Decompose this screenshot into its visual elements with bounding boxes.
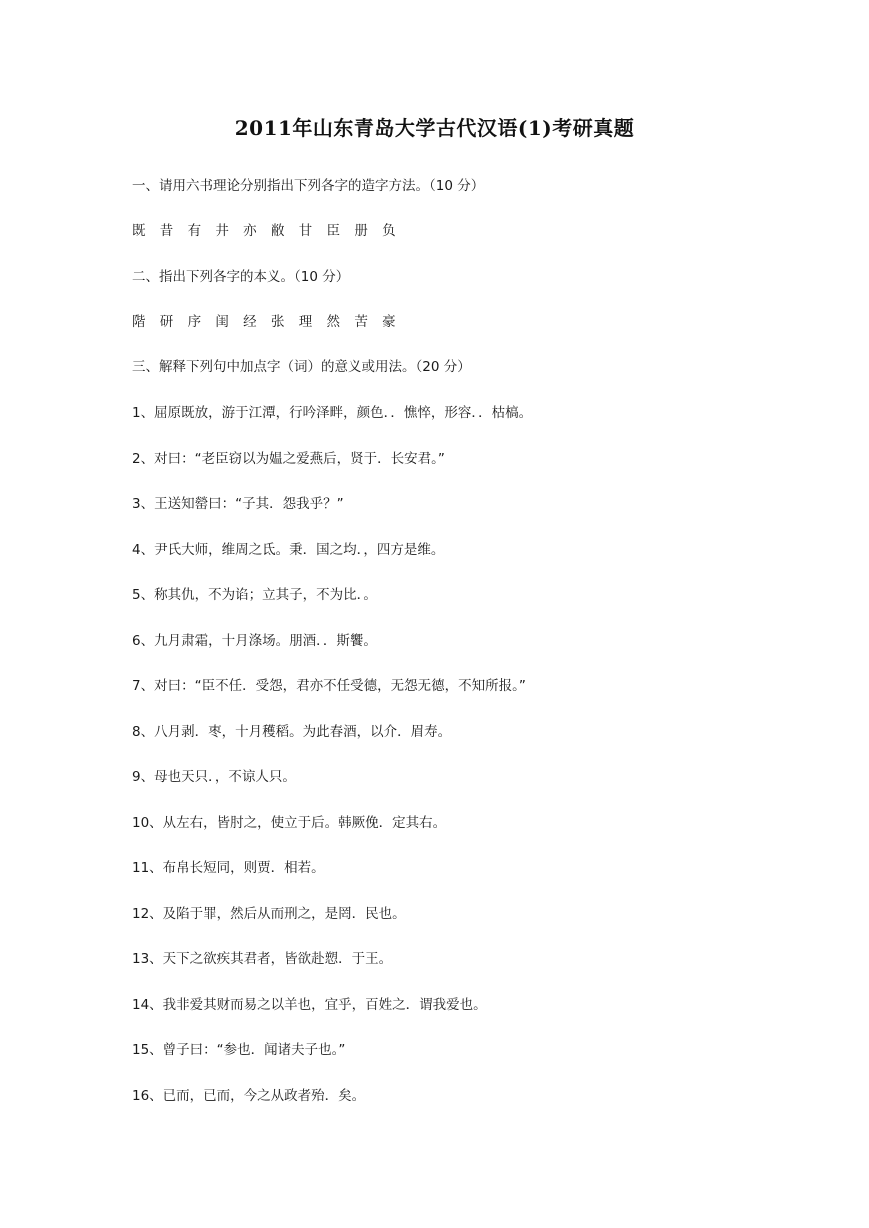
question-item: 13、天下之欲疾其君者，皆欲赴愬．于王。: [132, 951, 393, 967]
section2-characters: 階 研 序 闺 经 张 理 然 苦 豪: [132, 314, 401, 330]
question-item: 15、曾子曰：“参也．闻诸夫子也。”: [132, 1042, 346, 1058]
question-item: 16、已而，已而，今之从政者殆．矣。: [132, 1088, 366, 1104]
question-item: 4、尹氏大师，维周之氐。秉．国之均．，四方是维。: [132, 542, 445, 558]
question-item: 3、王送知罃曰：“子其．怨我乎？”: [132, 496, 344, 512]
question-item: 12、及陷于罪，然后从而刑之，是罔．民也。: [132, 906, 406, 922]
question-item: 2、对曰：“老臣窃以为媪之爱燕后，贤于．长安君。”: [132, 451, 445, 467]
question-item: 8、八月剥．枣，十月穫稻。为此春酒，以介．眉寿。: [132, 724, 452, 740]
page-title: 2011年山东青岛大学古代汉语(1)考研真题: [234, 116, 635, 140]
section2-heading: 二、指出下列各字的本义。（10 分）: [132, 269, 350, 285]
question-item: 11、布帛长短同，则贾．相若。: [132, 860, 325, 876]
question-item: 6、九月肃霜，十月涤场。朋酒．．斯饗。: [132, 633, 377, 649]
question-item: 10、从左右，皆肘之，使立于后。韩厥俛．定其右。: [132, 815, 447, 831]
section3-heading: 三、解释下列句中加点字（词）的意义或用法。（20 分）: [132, 359, 471, 375]
question-item: 14、我非爱其财而易之以羊也，宜乎，百姓之．谓我爱也。: [132, 997, 487, 1013]
section1-characters: 既 昔 有 井 亦 敝 甘 臣 册 负: [132, 223, 401, 239]
question-item: 9、母也天只．，不谅人只。: [132, 769, 296, 785]
question-item: 7、对曰：“臣不任．受怨，君亦不任受德，无怨无德，不知所报。”: [132, 678, 526, 694]
question-item: 1、屈原既放，游于江潭，行吟泽畔，颜色．．憔悴，形容．．枯槁。: [132, 405, 533, 421]
section1-heading: 一、请用六书理论分别指出下列各字的造字方法。（10 分）: [132, 178, 485, 194]
question-item: 5、称其仇，不为谄；立其子，不为比．。: [132, 587, 377, 603]
